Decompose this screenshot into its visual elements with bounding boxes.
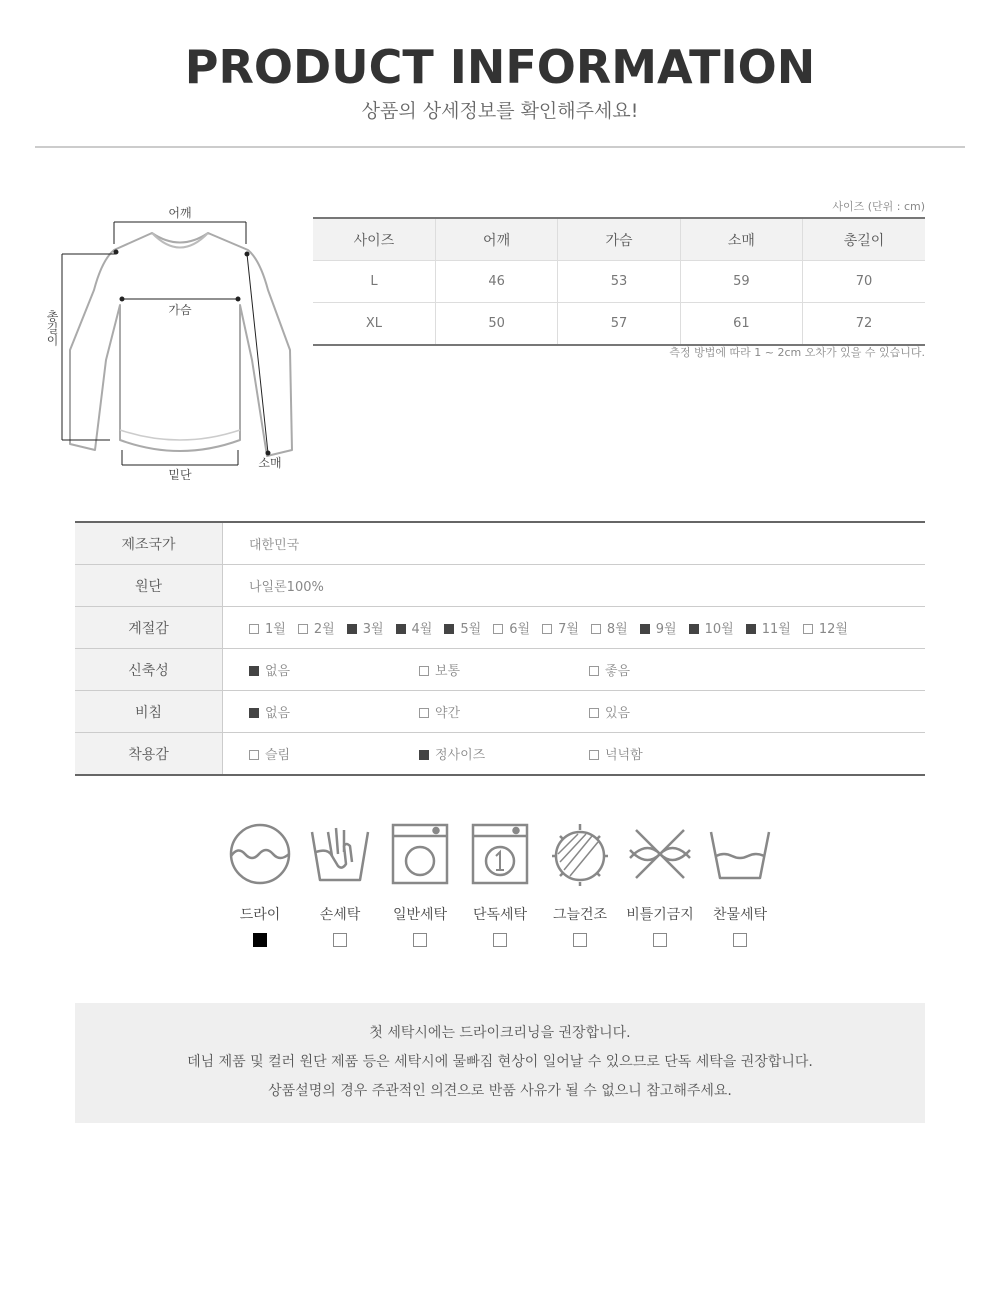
chest-cell: 53: [558, 261, 680, 303]
care-checkbox: [653, 933, 667, 947]
option-label: 4월: [411, 622, 433, 637]
garment-measurement-diagram: [40, 200, 300, 490]
care-checkbox: [733, 933, 747, 947]
measurement-footnote: 측정 방법에 따라 1 ~ 2cm 오차가 있을 수 있습니다.: [669, 346, 925, 359]
chest-cell: 57: [558, 303, 680, 346]
info-row-fit: [75, 733, 925, 776]
option-label: 없음: [265, 664, 291, 679]
option-item: [591, 618, 628, 637]
season-options: [223, 607, 926, 649]
option-label: 넉넉함: [605, 748, 643, 763]
care-checkbox: [333, 933, 347, 947]
size-cell: XL: [313, 303, 435, 346]
unchecked-box-icon: [589, 666, 599, 676]
stretch-label: 신축성: [75, 649, 223, 691]
option-item: [589, 660, 759, 679]
season-label: 계절감: [75, 607, 223, 649]
cold-wash-icon: [708, 822, 772, 886]
unchecked-box-icon: [249, 624, 259, 634]
info-row-fabric: [75, 565, 925, 607]
option-label: 좋음: [605, 664, 631, 679]
option-item: [298, 618, 335, 637]
header-chest: 가슴: [558, 218, 680, 261]
option-item: [689, 618, 734, 637]
option-item: [542, 618, 579, 637]
care-checkbox: [253, 933, 267, 947]
fabric-label: 원단: [75, 565, 223, 607]
care-checkbox: [413, 933, 427, 947]
care-label: 일반세탁: [392, 907, 448, 923]
option-label: 12월: [818, 622, 848, 637]
option-item: [803, 618, 848, 637]
unchecked-box-icon: [419, 708, 429, 718]
care-machine-wash: [380, 822, 460, 947]
option-label: 약간: [435, 706, 461, 721]
unchecked-box-icon: [298, 624, 308, 634]
unchecked-box-icon: [493, 624, 503, 634]
option-label: 6월: [509, 622, 531, 637]
chest-label: 가슴: [168, 303, 192, 317]
care-hand-wash: [300, 822, 380, 947]
country-label: 제조국가: [75, 522, 223, 565]
checked-box-icon: [419, 750, 429, 760]
option-label: 있음: [605, 706, 631, 721]
option-label: 8월: [606, 622, 628, 637]
fit-label: 착용감: [75, 733, 223, 776]
option-item: [249, 660, 419, 679]
option-label: 7월: [558, 622, 579, 637]
option-item: [493, 618, 530, 637]
unchecked-box-icon: [542, 624, 552, 634]
care-cold-wash: [700, 822, 780, 947]
header-length: 총길이: [803, 218, 925, 261]
do-not-wring-icon: [628, 822, 692, 886]
unit-note: 사이즈 (단위 : cm): [832, 200, 925, 213]
size-table-header: [313, 218, 925, 261]
care-label: 단독세탁: [472, 907, 528, 923]
care-dry-clean: [220, 822, 300, 947]
care-label: 손세탁: [319, 907, 361, 923]
info-row-stretch: [75, 649, 925, 691]
unchecked-box-icon: [589, 708, 599, 718]
fit-options: [223, 733, 926, 776]
care-label: 그늘건조: [552, 907, 608, 923]
table-row: [313, 261, 925, 303]
option-item: [419, 744, 589, 763]
page-subtitle: 상품의 상세정보를 확인해주세요!: [361, 100, 639, 122]
sleeve-label: 소매: [258, 456, 282, 470]
option-item: [589, 702, 759, 721]
dry-clean-icon: [228, 822, 292, 886]
header-divider: [35, 146, 965, 148]
option-item: [347, 618, 384, 637]
option-item: [640, 618, 677, 637]
hem-label: 밑단: [168, 468, 192, 482]
option-item: [746, 618, 791, 637]
header-sleeve: 소매: [680, 218, 802, 261]
checked-box-icon: [396, 624, 406, 634]
option-item: [249, 702, 419, 721]
hand-wash-icon: [308, 822, 372, 886]
sleeve-cell: 59: [680, 261, 802, 303]
care-checkbox: [493, 933, 507, 947]
wash-separately-icon: [468, 822, 532, 886]
notice-line: 첫 세탁시에는 드라이크리닝을 권장합니다.: [369, 1025, 631, 1041]
unchecked-box-icon: [419, 666, 429, 676]
sheer-label: 비침: [75, 691, 223, 733]
care-checkbox: [573, 933, 587, 947]
length-cell: 70: [803, 261, 925, 303]
length-label: 총길이: [45, 310, 59, 346]
option-label: 보통: [435, 664, 461, 679]
shoulder-cell: 50: [435, 303, 557, 346]
option-item: [444, 618, 481, 637]
option-label: 5월: [460, 622, 482, 637]
option-label: 2월: [313, 622, 335, 637]
country-value: 대한민국: [223, 522, 926, 565]
option-label: 11월: [761, 622, 791, 637]
checked-box-icon: [249, 666, 259, 676]
checked-box-icon: [444, 624, 454, 634]
unchecked-box-icon: [591, 624, 601, 634]
unchecked-box-icon: [803, 624, 813, 634]
stretch-options: [223, 649, 926, 691]
option-item: [249, 618, 286, 637]
care-wash-separately: [460, 822, 540, 947]
machine-wash-icon: [388, 822, 452, 886]
page-title: PRODUCT INFORMATION: [184, 40, 816, 94]
header-shoulder: 어깨: [435, 218, 557, 261]
care-label: 비틀기금지: [626, 907, 694, 923]
shoulder-label: 어깨: [168, 206, 192, 220]
option-item: [249, 744, 419, 763]
size-table: [313, 217, 925, 346]
checked-box-icon: [640, 624, 650, 634]
shade-dry-icon: [548, 822, 612, 886]
info-row-country: [75, 522, 925, 565]
unchecked-box-icon: [249, 750, 259, 760]
care-shade-dry: [540, 822, 620, 947]
garment-outline: [70, 233, 292, 456]
option-label: 정사이즈: [435, 748, 486, 763]
option-label: 1월: [265, 622, 286, 637]
size-cell: L: [313, 261, 435, 303]
info-row-season: [75, 607, 925, 649]
care-do-not-wring: [620, 822, 700, 947]
checked-box-icon: [347, 624, 357, 634]
option-item: [396, 618, 433, 637]
option-label: 3월: [362, 622, 384, 637]
option-label: 9월: [655, 622, 677, 637]
care-notice: [75, 1003, 925, 1123]
option-item: [589, 744, 759, 763]
option-label: 10월: [704, 622, 734, 637]
checked-box-icon: [689, 624, 699, 634]
notice-line: 상품설명의 경우 주관적인 의견으로 반품 사유가 될 수 없으니 참고해주세요.: [268, 1083, 732, 1099]
sheer-options: [223, 691, 926, 733]
care-label: 드라이: [239, 907, 281, 923]
option-label: 슬림: [265, 748, 291, 763]
unchecked-box-icon: [589, 750, 599, 760]
option-item: [419, 660, 589, 679]
checked-box-icon: [746, 624, 756, 634]
checked-box-icon: [249, 708, 259, 718]
option-item: [419, 702, 589, 721]
care-label: 찬물세탁: [712, 907, 768, 923]
table-row: [313, 303, 925, 346]
info-row-sheer: [75, 691, 925, 733]
shoulder-cell: 46: [435, 261, 557, 303]
notice-line: 데님 제품 및 컬러 원단 제품 등은 세탁시에 물빠짐 현상이 일어날 수 있으므로 단독 세탁을 권장합니다.: [187, 1054, 813, 1070]
fabric-value: 나일론100%: [223, 565, 926, 607]
length-cell: 72: [803, 303, 925, 346]
sleeve-cell: 61: [680, 303, 802, 346]
option-label: 없음: [265, 706, 291, 721]
header-size: 사이즈: [313, 218, 435, 261]
product-info-table: [75, 521, 925, 776]
